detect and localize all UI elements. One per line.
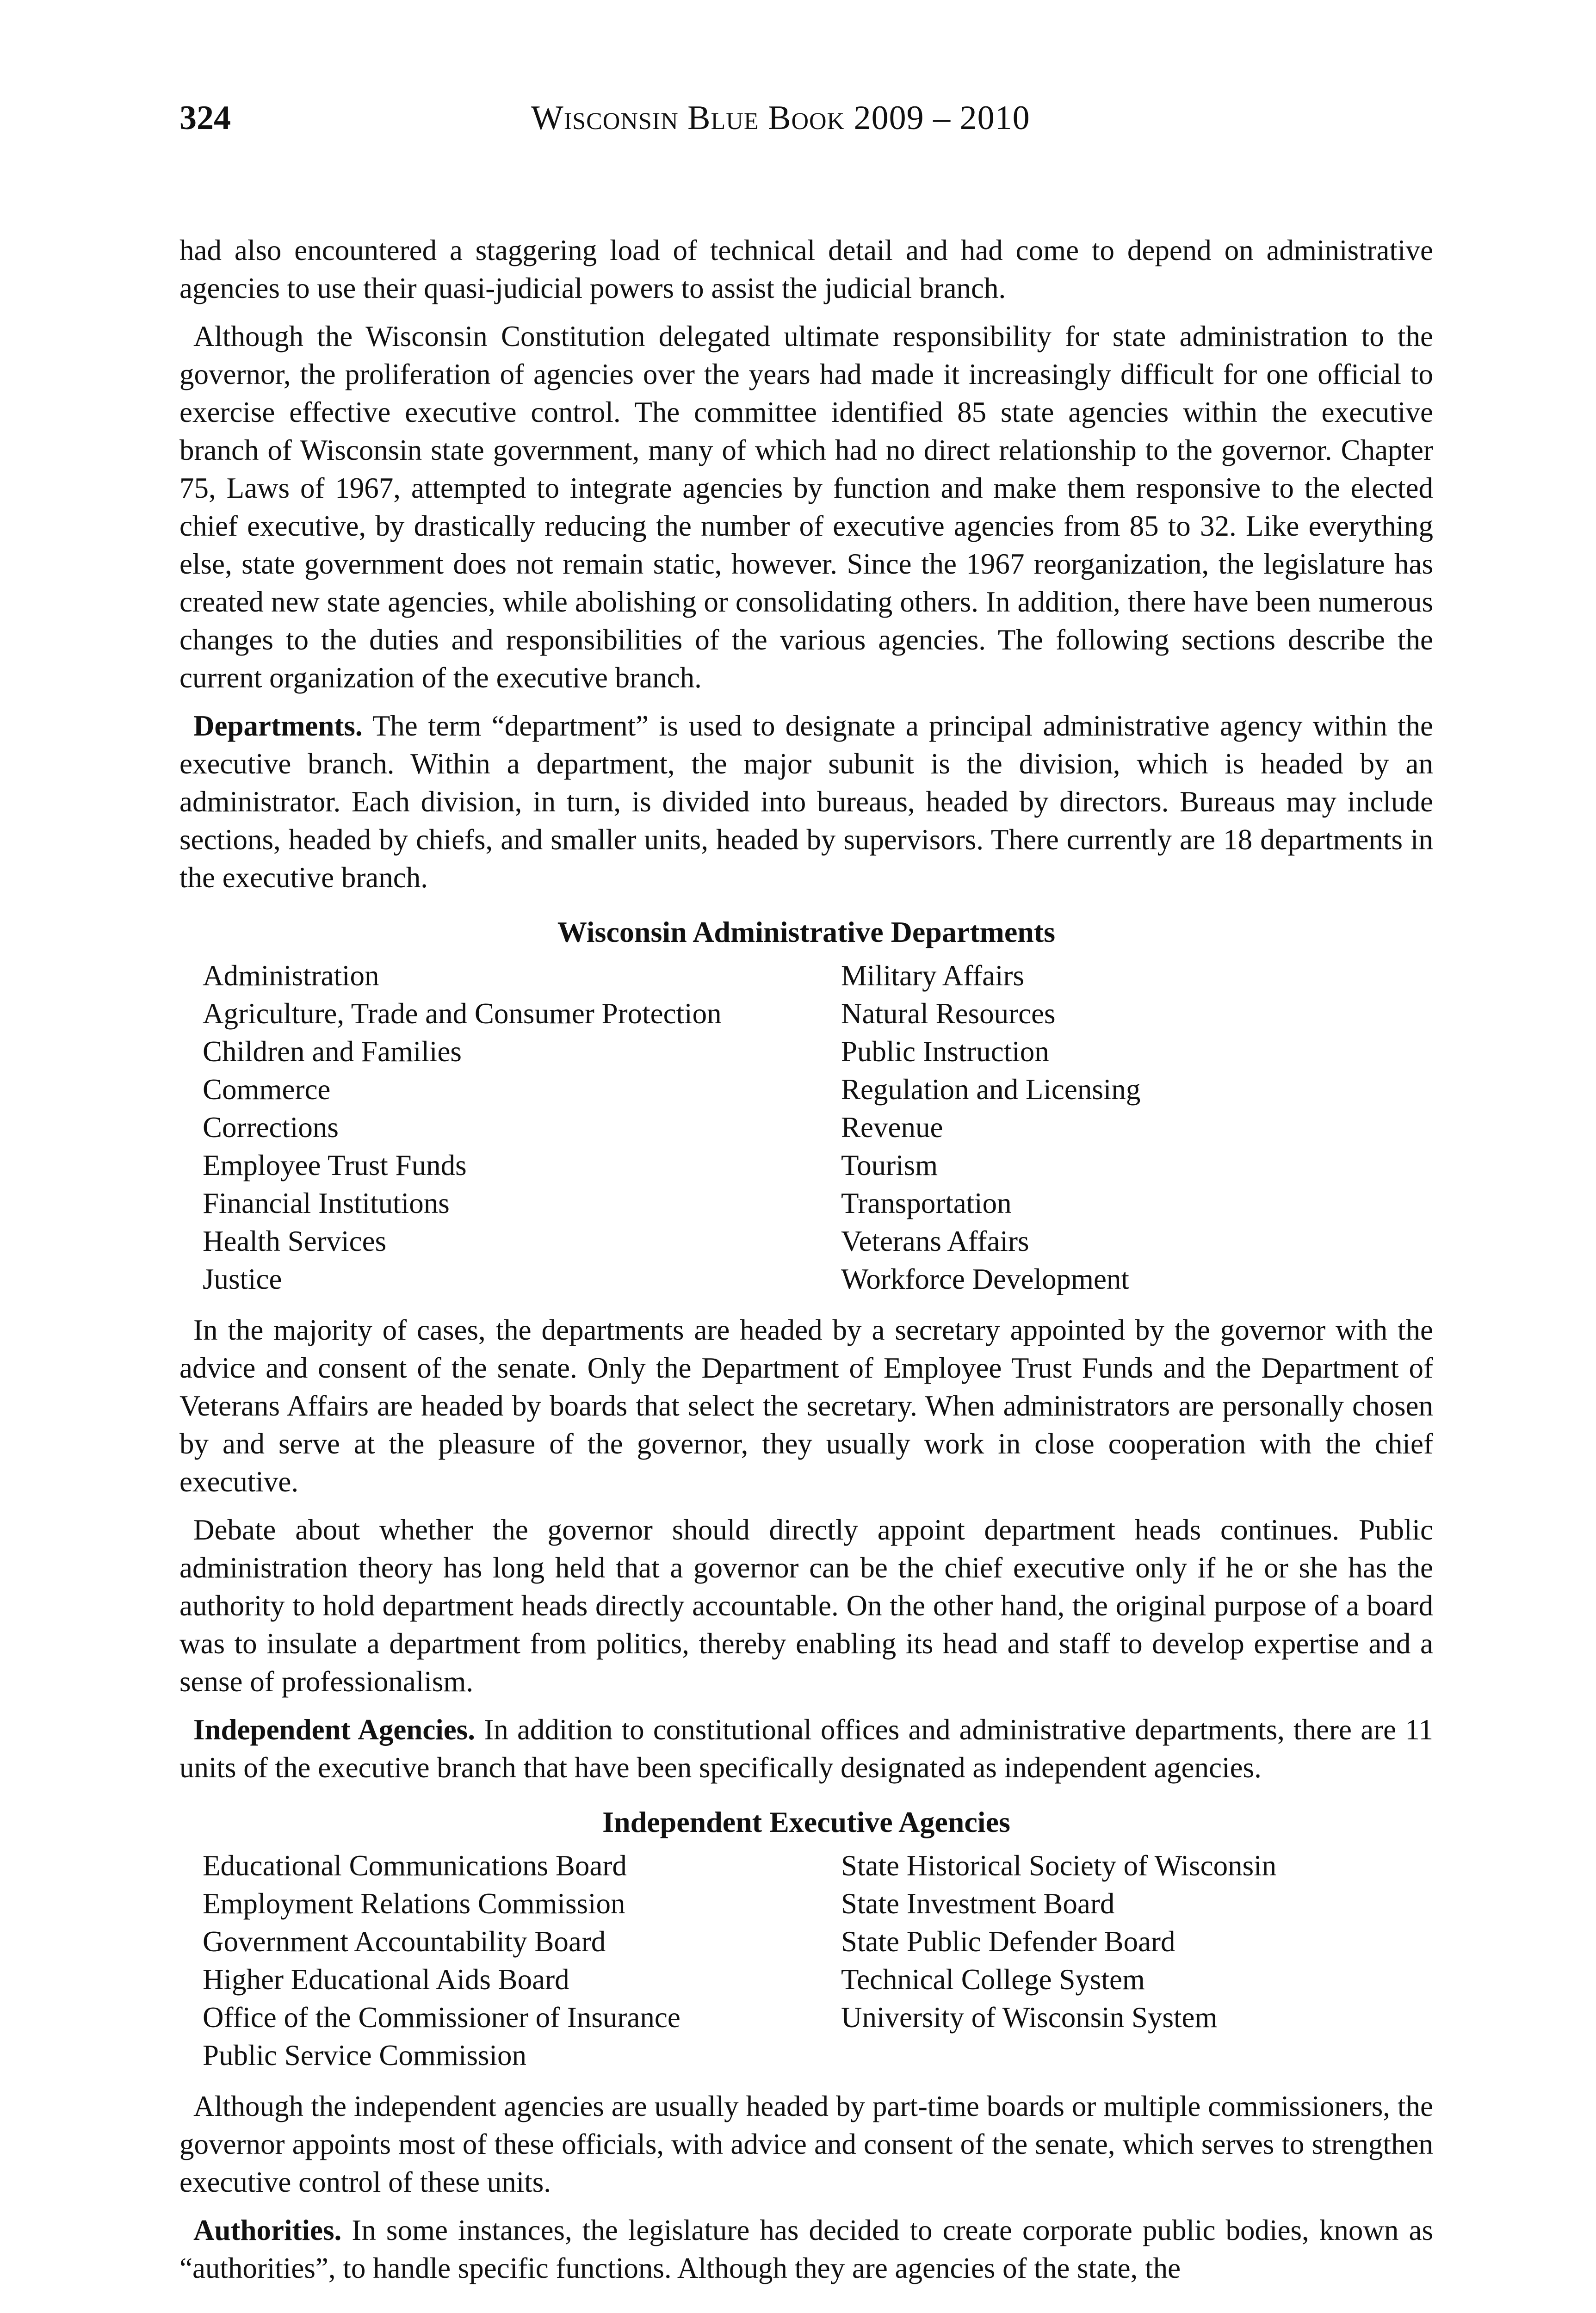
department-item: Health Services	[203, 1225, 387, 1257]
department-item: Children and Families	[203, 1035, 462, 1068]
table-title-departments: Wisconsin Administrative Departments	[557, 915, 1056, 948]
department-item: Employee Trust Funds	[203, 1149, 467, 1181]
department-item: Regulation and Licensing	[841, 1073, 1141, 1106]
section-heading-authorities: Authorities.	[193, 2214, 342, 2246]
agency-item: State Investment Board	[841, 1887, 1115, 1920]
agencies-list	[203, 1847, 1433, 2074]
agency-item: State Public Defender Board	[841, 1925, 1175, 1958]
page-body	[179, 231, 1433, 2297]
agency-item: Government Accountability Board	[203, 1925, 606, 1958]
department-item: Commerce	[203, 1073, 331, 1106]
running-head: Wisconsin Blue Book 2009 – 2010	[531, 99, 1030, 137]
agency-item	[841, 2036, 1442, 2074]
agency-item: Office of the Commissioner of Insurance	[203, 2001, 680, 2034]
section-heading-departments: Departments.	[193, 710, 363, 742]
department-item: Public Instruction	[841, 1035, 1049, 1068]
department-item: Revenue	[841, 1111, 943, 1144]
agency-item: Higher Educational Aids Board	[203, 1963, 569, 1996]
department-item: Financial Institutions	[203, 1187, 450, 1219]
department-item: Administration	[203, 959, 379, 992]
paragraph	[179, 707, 1433, 897]
section-heading-independent-agencies: Independent Agencies.	[193, 1713, 476, 1746]
department-item: Justice	[203, 1263, 282, 1295]
department-item: Veterans Affairs	[841, 1225, 1029, 1257]
paragraph: Debate about whether the governor should directly appoint department heads continues. Public administration theory has long held that a governor can be the chief executive only if he or she has the authority to hold department heads directly accountable. On the other hand, the original purpose of a board was to insulate a department from politics, thereby enabling its head and staff to develop expertise and a sense of professionalism.	[179, 1514, 1433, 1698]
department-item: Tourism	[841, 1149, 938, 1181]
department-item: Military Affairs	[841, 959, 1025, 992]
agency-item: Public Service Commission	[203, 2039, 526, 2072]
department-item: Agriculture, Trade and Consumer Protection	[203, 997, 722, 1030]
paragraph	[179, 1711, 1433, 1787]
agency-item: University of Wisconsin System	[841, 2001, 1218, 2034]
agency-item: Technical College System	[841, 1963, 1145, 1996]
page-number: 324	[179, 99, 231, 137]
paragraph-text: In addition to constitutional offices and administrative departments, there are 11 units of the executive branch that have been specifically designated as independent agencies.	[179, 1713, 1434, 1784]
paragraph: In the majority of cases, the departments are headed by a secretary appointed by the governor with the advice and consent of the senate. Only the Department of Employee Trust Funds and the Department of Veterans Affairs are headed by boards that select the secretary. When administrators are personally chosen by and serve at the pleasure of the governor, they usually work in close cooperation with the chief executive.	[179, 1314, 1433, 1498]
department-item: Corrections	[203, 1111, 339, 1144]
paragraph	[179, 2211, 1433, 2287]
paragraph: Although the independent agencies are usually headed by part-time boards or multiple commissioners, the governor appoints most of these officials, with advice and consent of the senate, which serves to strengthen executive control of these units.	[179, 2090, 1433, 2198]
paragraph-text: The term “department” is used to designate a principal administrative agency within the executive branch. Within a department, the major subunit is the division, which is headed by an administrator. Each division, in turn, is divided into bureaus, headed by directors. Bureaus may include sections, headed by chiefs, and smaller units, headed by supervisors. There currently are 18 departments in the executive branch.	[179, 710, 1433, 894]
department-item: Transportation	[841, 1187, 1012, 1219]
departments-list	[203, 957, 1433, 1298]
paragraph-text: In some instances, the legislature has decided to create corporate public bodies, known as “authorities”, to handle specific functions. Although they are agencies of the state, the	[179, 2214, 1433, 2284]
paragraph: Although the Wisconsin Constitution delegated ultimate responsibility for state administration to the governor, the proliferation of agencies over the years had made it increasingly difficult for one official to exercise effective executive control. The committee identified 85 state agencies within the executive branch of Wisconsin state government, many of which had no direct relationship to the governor. Chapter 75, Laws of 1967, attempted to integrate agencies by function and make them responsive to the elected chief executive, by drastically reducing the number of executive agencies from 85 to 32. Like everything else, state government does not remain static, however. Since the 1967 reorganization, the legislature has created new state agencies, while abolishing or consolidating others. In addition, there have been numerous changes to the duties and responsibilities of the various agencies. The following sections describe the current organization of the executive branch.	[179, 320, 1433, 694]
agency-item: State Historical Society of Wisconsin	[841, 1849, 1277, 1882]
paragraph: had also encountered a staggering load of technical detail and had come to depend on administrative agencies to use their quasi-judicial powers to assist the judicial branch.	[179, 234, 1433, 304]
department-item: Workforce Development	[841, 1263, 1129, 1295]
department-item: Natural Resources	[841, 997, 1056, 1030]
page-header	[179, 93, 1433, 143]
agency-item: Employment Relations Commission	[203, 1887, 625, 1920]
table-title-agencies: Independent Executive Agencies	[602, 1806, 1010, 1838]
agency-item: Educational Communications Board	[203, 1849, 627, 1882]
